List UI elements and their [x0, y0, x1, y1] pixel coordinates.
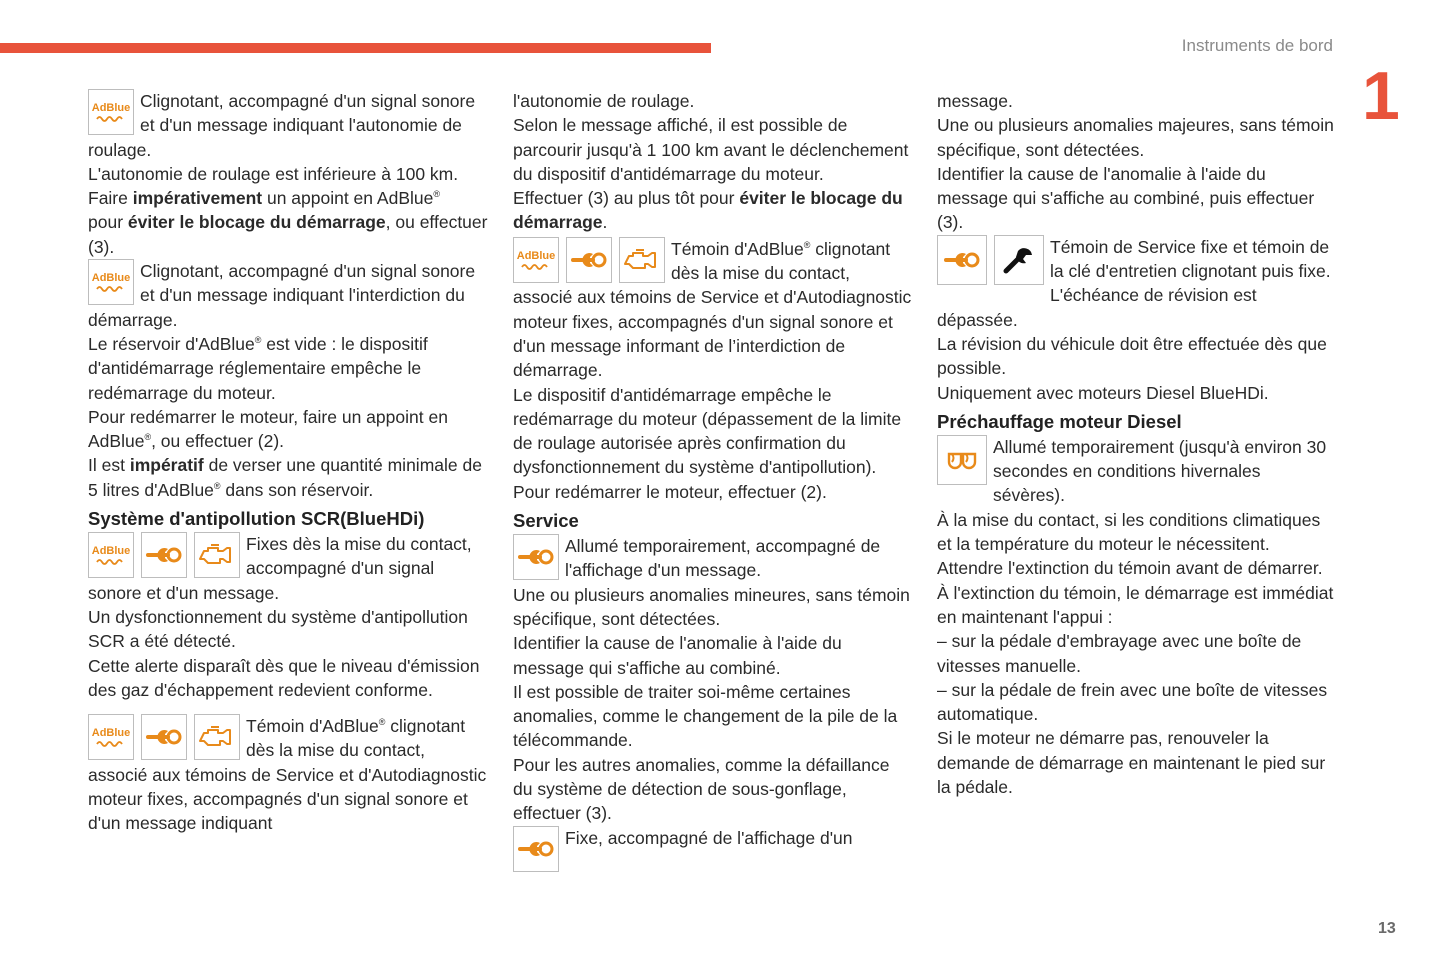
bluehdi-text: Uniquement avec moteurs Diesel BlueHDi. — [937, 382, 1269, 403]
warning-lamp-group — [513, 826, 559, 872]
identify-cause-2-text: Identifier la cause de l'anomalie à l'aide du message qui s'affiche au combiné, puis effectuer (3). — [937, 163, 1315, 233]
brake-pedal-text: – sur la pédale de frein avec une boîte de vitesses automatique. — [937, 679, 1328, 725]
other-anomalies-text: Pour les autres anomalies, comme la défaillance du système de détection de sous-gonflage, effectuer (3). — [513, 754, 890, 824]
range-continued-text: l'autonomie de roulage. — [513, 91, 695, 111]
start-immediate-text: À l'extinction du témoin, le démarrage est immédiat en maintenant l'appui : — [937, 582, 1334, 627]
antistart-text: Le dispositif d'antidémarrage empêche le redémarrage du moteur (dépassement de la limite de roulage autorisée après confirmation du dysfonctionnement du système d'antipollution). — [513, 384, 902, 478]
warning-lamp-group — [88, 89, 134, 135]
self-repair-text: Il est possible de traiter soi-même certaines anomalies, comme le changement de la pile de la télécommande. — [513, 681, 898, 751]
service-fixed-text: Fixe, accompagné de l'affichage d'un — [565, 827, 853, 848]
service-temp-text: Allumé temporairement, accompagné de l'affichage d'un message. — [565, 536, 881, 581]
svg-text:AdBlue: AdBlue — [91, 272, 131, 285]
warning-lamp-group — [88, 714, 240, 760]
header-accent-bar — [0, 43, 711, 53]
range-message-text: Selon le message affiché, il est possible de parcourir jusqu'à 1 100 km avant le déclenchement du dispositif d'antidémarrage du moteur. — [513, 115, 909, 184]
restart-text: Pour redémarrer le moteur, faire un appoint en AdBlue®, ou effectuer (2). — [88, 406, 448, 452]
clutch-pedal-text: – sur la pédale d'embrayage avec une boîte de vitesses manuelle. — [937, 631, 1302, 676]
svg-text:AdBlue: AdBlue — [91, 102, 131, 114]
service-wrench-icon — [937, 235, 987, 285]
chapter-number: 1 — [1362, 58, 1400, 134]
column-3 — [937, 89, 1337, 799]
warning-lamp-group — [513, 237, 665, 283]
minimum-quantity-text: Il est impératif de verser une quantité minimale de 5 litres d'AdBlue® dans son réservoir. — [88, 455, 482, 500]
heading-service: Service — [513, 510, 579, 532]
range-text: L'autonomie de roulage est inférieure à 100 km. — [88, 163, 459, 184]
page-number: 13 — [1378, 920, 1396, 937]
adblue-icon — [88, 89, 134, 135]
engine-check-icon — [194, 714, 240, 760]
column-1 — [88, 89, 488, 836]
adblue-block-text: Clignotant, accompagné d'un signal sonore et d'un message indiquant l'interdiction du démarrage. — [88, 261, 476, 330]
glow-plug-icon — [937, 435, 987, 485]
service-wrench-icon — [513, 534, 559, 580]
identify-cause-text: Identifier la cause de l'anomalie à l'aide du message qui s'affiche au combiné. — [513, 633, 842, 678]
major-anomalies-text: Une ou plusieurs anomalies majeures, sans témoin spécifique, sont détectées. — [937, 115, 1334, 160]
minor-anomalies-text: Une ou plusieurs anomalies mineures, sans témoin spécifique, sont détectées. — [513, 584, 910, 629]
warning-lamp-group — [513, 534, 559, 580]
svg-text:AdBlue: AdBlue — [91, 545, 131, 558]
preheat-conditions-text: À la mise du contact, si les conditions climatiques et la température du moteur le nécessitent. — [937, 509, 1321, 555]
wait-text: Attendre l'extinction du témoin avant de démarrer. — [937, 558, 1323, 579]
service-wrench-icon — [141, 532, 187, 578]
adblue-warning-text: Clignotant, accompagné d'un signal sonore et d'un message indiquant l'autonomie de roulage. — [88, 91, 476, 160]
adblue-interdiction-text: Témoin d'AdBlue® clignotant dès la mise du contact, associé aux témoins de Service et d'Autodiagnostic moteur fixes, accompagnés d'un signal sonore et d'un message informant de l’interdiction de démarrage. — [513, 238, 912, 381]
message-continued-text: message. — [937, 91, 1013, 111]
restart-2-text: Pour redémarrer le moteur, effectuer (2). — [513, 481, 827, 502]
engine-check-icon — [194, 532, 240, 578]
warning-lamp-group — [937, 235, 1044, 285]
service-wrench-icon — [566, 237, 612, 283]
engine-check-icon — [619, 237, 665, 283]
avoid-block-text: Effectuer (3) au plus tôt pour éviter le blocage du démarrage. — [513, 188, 903, 233]
spanner-icon — [994, 235, 1044, 285]
svg-text:AdBlue: AdBlue — [516, 249, 556, 262]
service-wrench-icon — [513, 826, 559, 872]
adblue-icon — [513, 237, 559, 283]
column-2 — [513, 89, 913, 872]
scr-alert-text: Cette alerte disparaît dès que le niveau d'émission des gaz d'échappement redevient conforme. — [88, 655, 480, 700]
adblue-icon — [88, 532, 134, 578]
warning-lamp-group — [88, 532, 240, 578]
service-overdue-text: Témoin de Service fixe et témoin de la clé d'entretien clignotant puis fixe. — [1050, 236, 1331, 282]
deadline-text: L'échéance de révision est dépassée. — [937, 285, 1257, 330]
revision-text: La révision du véhicule doit être effectuée dès que possible. — [937, 333, 1327, 379]
service-wrench-icon — [141, 714, 187, 760]
warning-lamp-group — [88, 259, 134, 305]
preheat-temp-text: Allumé temporairement (jusqu'à environ 30 secondes en conditions hivernales sévères). — [993, 436, 1327, 506]
adblue-icon — [88, 714, 134, 760]
adblue-flashing-text: Témoin d'AdBlue® clignotant dès la mise du contact, associé aux témoins de Service et d'Autodiagnostic moteur fixes, accompagnés d'un signal sonore et d'un message indiquant — [88, 716, 487, 834]
section-title: Instruments de bord — [1181, 36, 1333, 55]
warning-lamp-group — [937, 435, 987, 485]
scr-detected-text: Un dysfonctionnement du système d'antipollution SCR a été détecté. — [88, 606, 468, 652]
adblue-icon — [88, 259, 134, 305]
topup-text: Faire impérativement un appoint en AdBlue® pour éviter le blocage du démarrage, ou effectuer (3). — [88, 188, 488, 257]
tank-empty-text: Le réservoir d'AdBlue® est vide : le dispositif d'antidémarrage réglementaire empêche le redémarrage du moteur. — [88, 333, 428, 403]
svg-text:AdBlue: AdBlue — [91, 727, 131, 740]
heading-scr: Système d'antipollution SCR(BlueHDi) — [88, 508, 425, 530]
scr-fixed-text: Fixes dès la mise du contact, accompagné d'un signal sonore et d'un message. — [88, 534, 472, 603]
retry-start-text: Si le moteur ne démarre pas, renouveler la demande de démarrage en maintenant le pied sur la pédale. — [937, 728, 1326, 798]
heading-preheat: Préchauffage moteur Diesel — [937, 410, 1182, 432]
